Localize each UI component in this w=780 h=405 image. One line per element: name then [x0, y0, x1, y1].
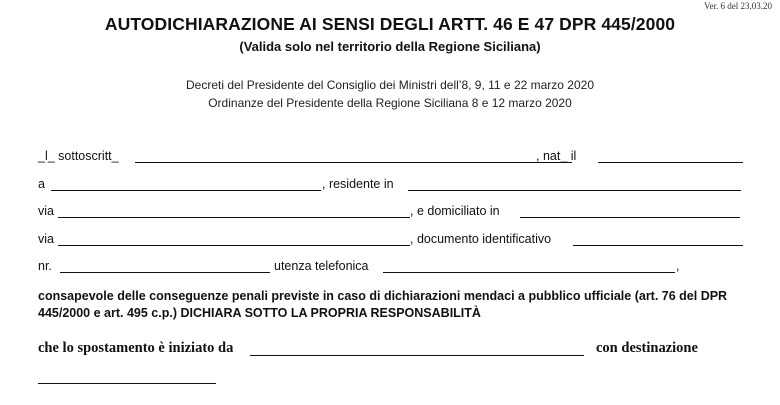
version-note: Ver. 6 del 23.03.20 — [704, 1, 772, 11]
form-row-birthplace — [38, 177, 743, 195]
document-number-field[interactable] — [60, 272, 270, 273]
travel-start-label: che lo spostamento è iniziato da — [38, 340, 234, 356]
birthplace-field[interactable] — [51, 190, 321, 191]
ordinance-reference: Ordinanze del Presidente della Regione Siciliana 8 e 12 marzo 2020 — [208, 96, 572, 110]
birth-date-field[interactable] — [598, 162, 743, 163]
domicile-street-field[interactable] — [58, 245, 410, 246]
travel-start-field[interactable] — [250, 355, 584, 356]
birthplace-label: a — [38, 177, 45, 191]
form-row-phone — [38, 259, 743, 277]
birth-date-label: , nat_ il — [536, 149, 577, 163]
domicile-label: , e domiciliato in — [410, 204, 500, 218]
decree-reference: Decreti del Presidente del Consiglio dei Ministri dell’8, 9, 11 e 22 marzo 2020 — [186, 78, 594, 92]
phone-field[interactable] — [383, 272, 675, 273]
comma: , — [676, 259, 680, 273]
name-field[interactable] — [135, 162, 572, 163]
destination-label: con destinazione — [596, 340, 698, 356]
street-label-2: via — [38, 232, 54, 246]
street-label: via — [38, 204, 54, 218]
form-row-domicile-street — [38, 232, 743, 250]
destination-field[interactable] — [38, 383, 216, 384]
domicile-field[interactable] — [520, 217, 740, 218]
id-document-label: , documento identificativo — [410, 232, 552, 246]
number-label: nr. — [38, 259, 52, 273]
document-subtitle: (Valida solo nel territorio della Regione Siciliana) — [239, 39, 541, 54]
form-row-name — [38, 149, 743, 167]
document-title: AUTODICHIARAZIONE AI SENSI DEGLI ARTT. 46 E 47 DPR 445/2000 — [104, 14, 676, 34]
id-document-field[interactable] — [573, 245, 743, 246]
phone-label: utenza telefonica — [274, 259, 369, 273]
form-row-residence-street — [38, 204, 743, 222]
residence-field[interactable] — [408, 190, 741, 191]
declaration-statement: consapevole delle conseguenze penali previste in caso di dichiarazioni mendaci a pubblico ufficiale (art. 76 del DPR 445/2000 e art. 495 c.p.) DICHIARA SOTTO LA PROPRIA RESPONSABILITÀ — [38, 289, 728, 320]
undersigned-label: _l_ sottoscritt_ — [38, 149, 119, 163]
travel-row — [38, 340, 750, 360]
residence-street-field[interactable] — [58, 217, 410, 218]
residence-label: , residente in — [322, 177, 394, 191]
